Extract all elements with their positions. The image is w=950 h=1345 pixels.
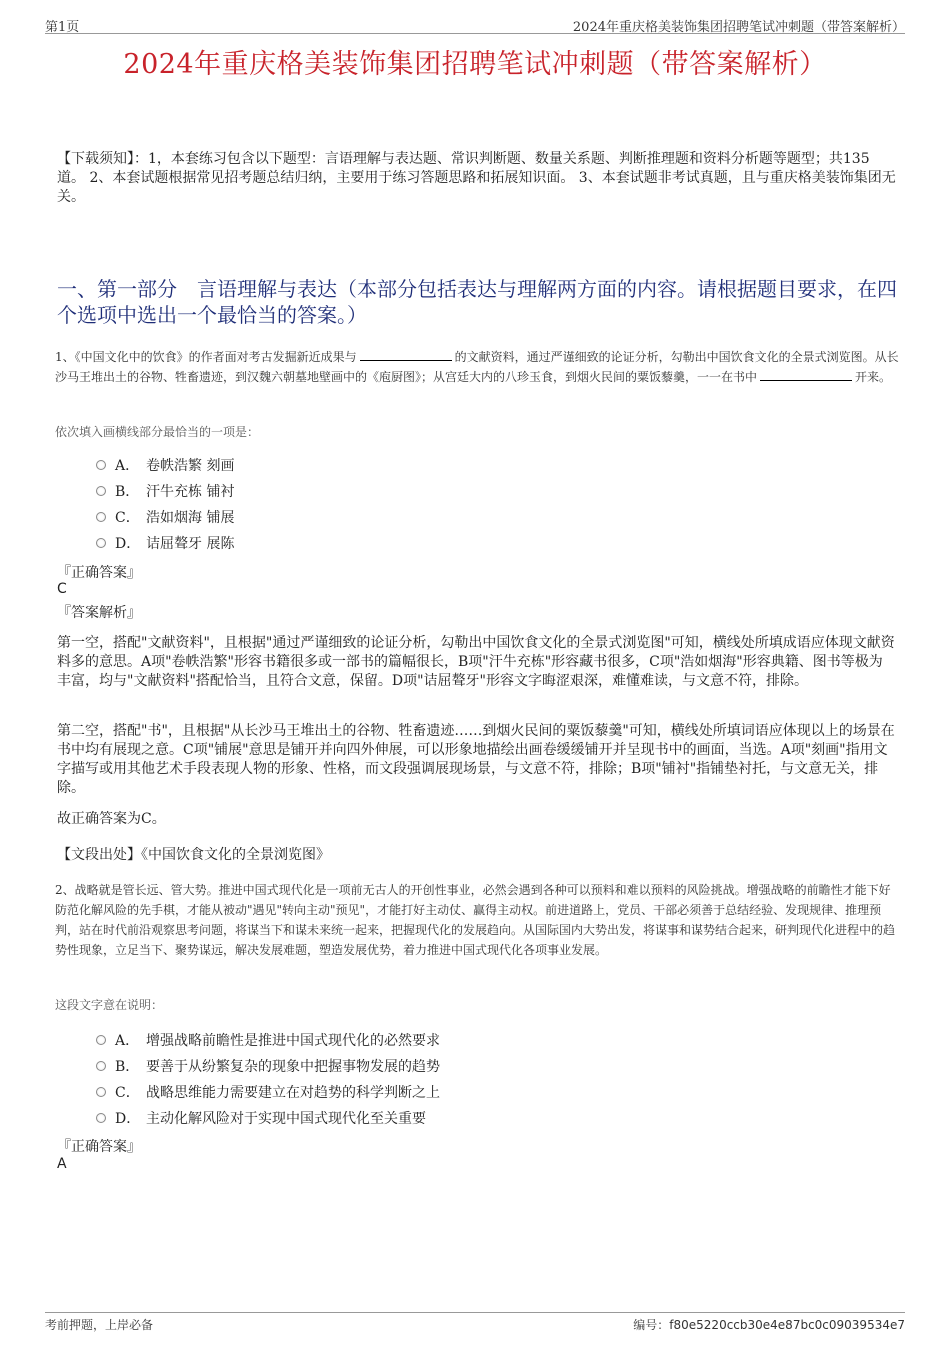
option-d[interactable] xyxy=(96,1105,796,1131)
source-citation: 【文段出处】《中国饮食文化的全景浏览图》 xyxy=(57,847,330,863)
option-text: 战略思维能力需要建立在对趋势的科学判断之上 xyxy=(146,1085,440,1101)
radio-icon[interactable] xyxy=(96,460,106,470)
option-text: 主动化解风险对于实现中国式现代化至关重要 xyxy=(146,1111,426,1127)
radio-icon[interactable] xyxy=(96,1087,106,1097)
answer-label: 『正确答案』 xyxy=(57,565,141,581)
page-header xyxy=(45,14,905,34)
option-letter: D． xyxy=(115,536,141,552)
option-a[interactable] xyxy=(96,452,796,478)
question-2-options xyxy=(96,1027,796,1131)
option-text: 诘屈聱牙 展陈 xyxy=(146,536,235,552)
page-number: 第1页 xyxy=(45,20,80,35)
option-letter: C． xyxy=(115,510,140,526)
page-title: 2024年重庆格美装饰集团招聘笔试冲刺题（带答案解析） xyxy=(123,49,827,80)
option-letter: B． xyxy=(115,1059,140,1075)
question-1-text-part-a: 1、《中国文化中的饮食》的作者面对考古发掘新近成果与 xyxy=(55,350,357,364)
option-a[interactable] xyxy=(96,1027,796,1053)
footer-slogan: 考前押题，上岸必备 xyxy=(45,1318,154,1332)
option-text: 浩如烟海 铺展 xyxy=(146,510,235,526)
option-d[interactable] xyxy=(96,530,796,556)
question-1-options xyxy=(96,452,796,556)
answer-label: 『正确答案』 xyxy=(57,1139,141,1155)
option-b[interactable] xyxy=(96,478,796,504)
question-1-prompt: 依次填入画横线部分最恰当的一项是： xyxy=(55,425,260,439)
radio-icon[interactable] xyxy=(96,486,106,496)
analysis-conclusion: 故正确答案为C。 xyxy=(57,811,166,827)
radio-icon[interactable] xyxy=(96,512,106,522)
option-text: 要善于从纷繁复杂的现象中把握事物发展的趋势 xyxy=(146,1059,440,1075)
question-1-text xyxy=(55,347,900,387)
analysis-paragraph-1: 第一空，搭配"文献资料"，且根据"通过严谨细致的论证分析，勾勒出中国饮食文化的全景式浏览图"可知，横线处所填成语应体现文献资料多的意思。A项"卷帙浩繁"形容书籍很多或一部书的篇幅很长，B项"汗牛充栋"形容藏书很多，C项"浩如烟海"形容典籍、图书等极为丰富，均与"文献资料"搭配恰当，且符合文意，保留。D项"诘屈聱牙"形容文字晦涩艰深，难懂难读，与文意不符，排除。 xyxy=(57,635,895,689)
doc-code-value: f80e5220ccb30e4e87bc0c09039534e7 xyxy=(669,1318,905,1332)
radio-icon[interactable] xyxy=(96,1113,106,1123)
section-heading: 一、第一部分 言语理解与表达（本部分包括表达与理解两方面的内容。请根据题目要求，在四个选项中选出一个最恰当的答案。） xyxy=(57,277,897,327)
radio-icon[interactable] xyxy=(96,1035,106,1045)
question-2-text: 2、战略就是管长远、管大势。推进中国式现代化是一项前无古人的开创性事业，必然会遇到各种可以预料和难以预料的风险挑战。增强战略的前瞻性才能下好防范化解风险的先手棋，才能从被动"遇见"转向主动"预见"，才能打好主动仗、赢得主动权。前进道路上，党员、干部必须善于总结经验、发现规律、推理预判，站在时代前沿观察思考问题，将谋当下和谋未来统一起来，把握现代化的发展趋向。从国际国内大势出发，将谋事和谋势结合起来，研判现代化进程中的趋势性现象，立足当下、聚势谋远，解决发展难题，塑造发展优势，着力推进中国式现代化各项事业发展。 xyxy=(55,883,896,957)
footer-divider xyxy=(45,1312,905,1313)
fill-blank-1 xyxy=(360,348,452,361)
doc-code-label: 编号： xyxy=(633,1318,670,1332)
radio-icon[interactable] xyxy=(96,1061,106,1071)
fill-blank-2 xyxy=(760,368,852,381)
analysis-label: 『答案解析』 xyxy=(57,605,141,621)
footer-doc-code xyxy=(633,1316,905,1333)
analysis-paragraph-2: 第二空，搭配"书"，且根据"从长沙马王堆出土的谷物、牲畜遗迹……到烟火民间的粟饭藜羹"可知，横线处所填词语应体现以上的场景在书中均有展现之意。C项"铺展"意思是铺开并向四外伸展，可以形象地描绘出画卷缓缓铺开并呈现书中的画面，当选。A项"刻画"指用文字描写或用其他艺术手段表现人物的形象、性格，而文段强调展现场景，与文意不符，排除；B项"铺衬"指铺垫衬托，与文意无关，排除。 xyxy=(57,723,895,796)
option-c[interactable] xyxy=(96,504,796,530)
option-letter: A． xyxy=(115,1033,140,1049)
radio-icon[interactable] xyxy=(96,538,106,548)
option-b[interactable] xyxy=(96,1053,796,1079)
question-1-text-part-b: 的文献资料，通过严谨细致的论证分析，勾勒出中国饮食文化的全景式浏览图。从长沙马王堆出土的谷物、牲畜遗迹，到汉魏六朝墓地壁画中的《庖厨图》；从宫廷大内的八珍玉食，到烟火民间的粟饭藜羹，一一在书中 xyxy=(55,350,899,384)
answer-value: C xyxy=(57,581,67,597)
download-notice: 【下载须知】：1，本套练习包含以下题型：言语理解与表达题、常识判断题、数量关系题、判断推理题和资料分析题等题型；共135道。 2、本套试题根据常见招考题总结归纳，主要用于练习答题思路和拓展知识面。 3、本套试题非考试真题，且与重庆格美装饰集团无关。 xyxy=(57,151,896,205)
question-2-prompt: 这段文字意在说明： xyxy=(55,998,164,1012)
question-1-text-part-c: 开来。 xyxy=(855,370,892,384)
option-letter: B． xyxy=(115,484,140,500)
option-letter: D． xyxy=(115,1111,141,1127)
option-text: 增强战略前瞻性是推进中国式现代化的必然要求 xyxy=(146,1033,440,1049)
option-c[interactable] xyxy=(96,1079,796,1105)
option-text: 卷帙浩繁 刻画 xyxy=(146,458,235,474)
header-doc-title: 2024年重庆格美装饰集团招聘笔试冲刺题（带答案解析） xyxy=(572,20,905,35)
option-text: 汗牛充栋 铺衬 xyxy=(146,484,235,500)
option-letter: C． xyxy=(115,1085,140,1101)
answer-value: A xyxy=(57,1156,67,1172)
option-letter: A． xyxy=(115,458,140,474)
